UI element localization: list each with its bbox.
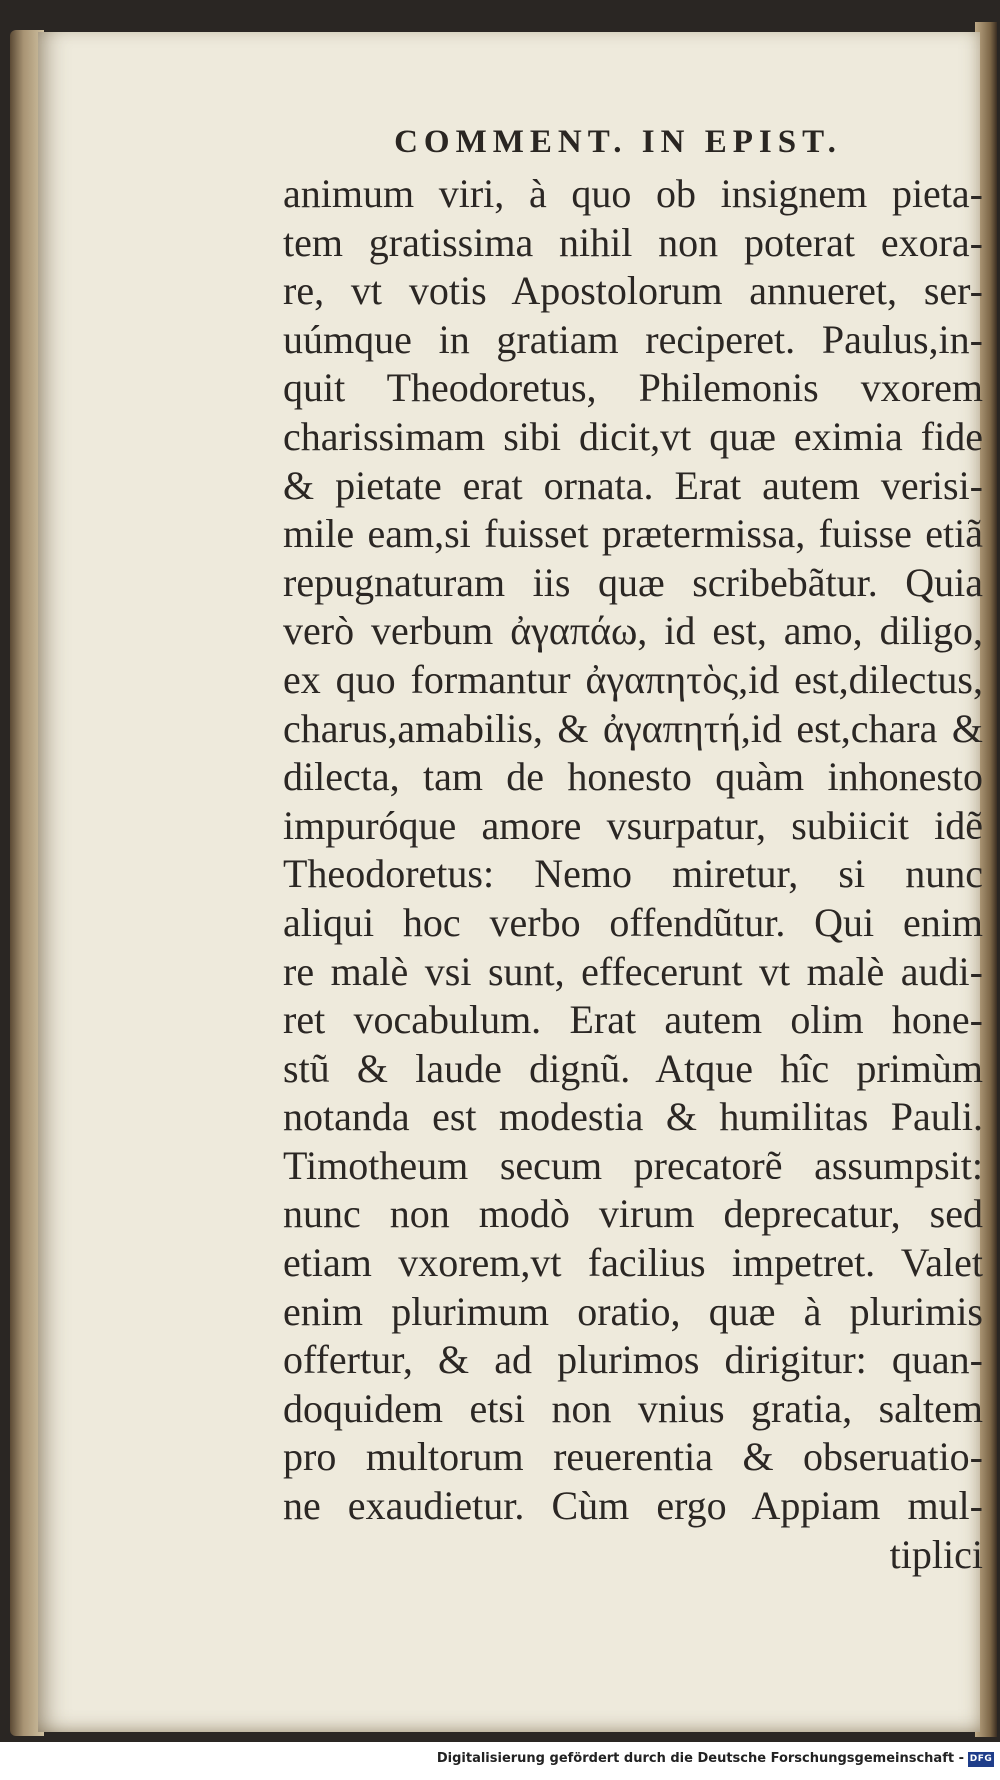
text-line: charissimam sibi dicit,vt quæ eximia fide [283, 413, 983, 459]
text-line: etiam vxorem,vt facilius impetret. Valet [283, 1240, 983, 1286]
dfg-logo: DFG [968, 1752, 994, 1767]
text-line: tiplici [889, 1531, 983, 1577]
text-line: re, vt votis Apostolorum annueret, ser- [283, 268, 983, 314]
text-line: doquidem etsi non vnius gratia, saltem [283, 1385, 983, 1431]
text-line: charus,amabilis, & ἀγαπητή,id est,chara & [283, 705, 983, 751]
book-page [38, 32, 983, 1732]
text-line: repugnaturam iis quæ scribebãtur. Quia [283, 559, 983, 605]
text-line: mile eam,si fuisset prætermissa, fuisse etiã [283, 511, 983, 557]
text-line: dilecta, tam de honesto quàm inhonesto [283, 754, 983, 800]
text-line: aliqui hoc verbo offendũtur. Qui enim [283, 899, 983, 945]
text-line: Theodoretus: Nemo miretur, si nunc [283, 851, 983, 897]
body-text [283, 170, 983, 1579]
text-line: animum viri, à quo ob insignem pieta- [283, 171, 983, 216]
text-line: pro multorum reuerentia & obseruatio- [283, 1434, 983, 1480]
text-line: enim plurimum oratio, quæ à plurimis [283, 1288, 983, 1334]
text-line: ex quo formantur ἀγαπητὸς,id est,dilectus, [283, 656, 983, 702]
text-line: offertur, & ad plurimos dirigitur: quan- [283, 1337, 983, 1383]
text-line: re malè vsi sunt, effecerunt vt malè audi- [283, 948, 983, 994]
page-content [38, 32, 983, 1732]
text-line: impuróque amore vsurpatur, subiicit idẽ [283, 802, 983, 848]
text-line: Timotheum secum precatorẽ assumpsit: [283, 1142, 983, 1188]
text-line: notanda est modestia & humilitas Pauli. [283, 1094, 983, 1140]
text-line: tem gratissima nihil non poterat exora- [283, 219, 983, 265]
text-line: ret vocabulum. Erat autem olim hone- [283, 997, 983, 1043]
text-line: & pietate erat ornata. Erat autem verisi- [283, 462, 983, 508]
text-line: uúmque in gratiam reciperet. Paulus,in- [283, 316, 983, 362]
footer-credit: Digitalisierung gefördert durch die Deutsche Forschungsgemeinschaft - [436, 1751, 964, 1766]
text-line: nunc non modò virum deprecatur, sed [283, 1191, 983, 1237]
running-head: COMMENT. IN EPIST. [394, 124, 842, 160]
text-line: verò verbum ἀγαπάω, id est, amo, diligo, [283, 608, 983, 654]
text-line: ne exaudietur. Cùm ergo Appiam mul- [283, 1483, 983, 1529]
footer-bar [0, 1742, 1000, 1780]
text-line: quit Theodoretus, Philemonis vxorem [283, 365, 983, 411]
text-line: stũ & laude dignũ. Atque hîc primùm [283, 1045, 983, 1091]
